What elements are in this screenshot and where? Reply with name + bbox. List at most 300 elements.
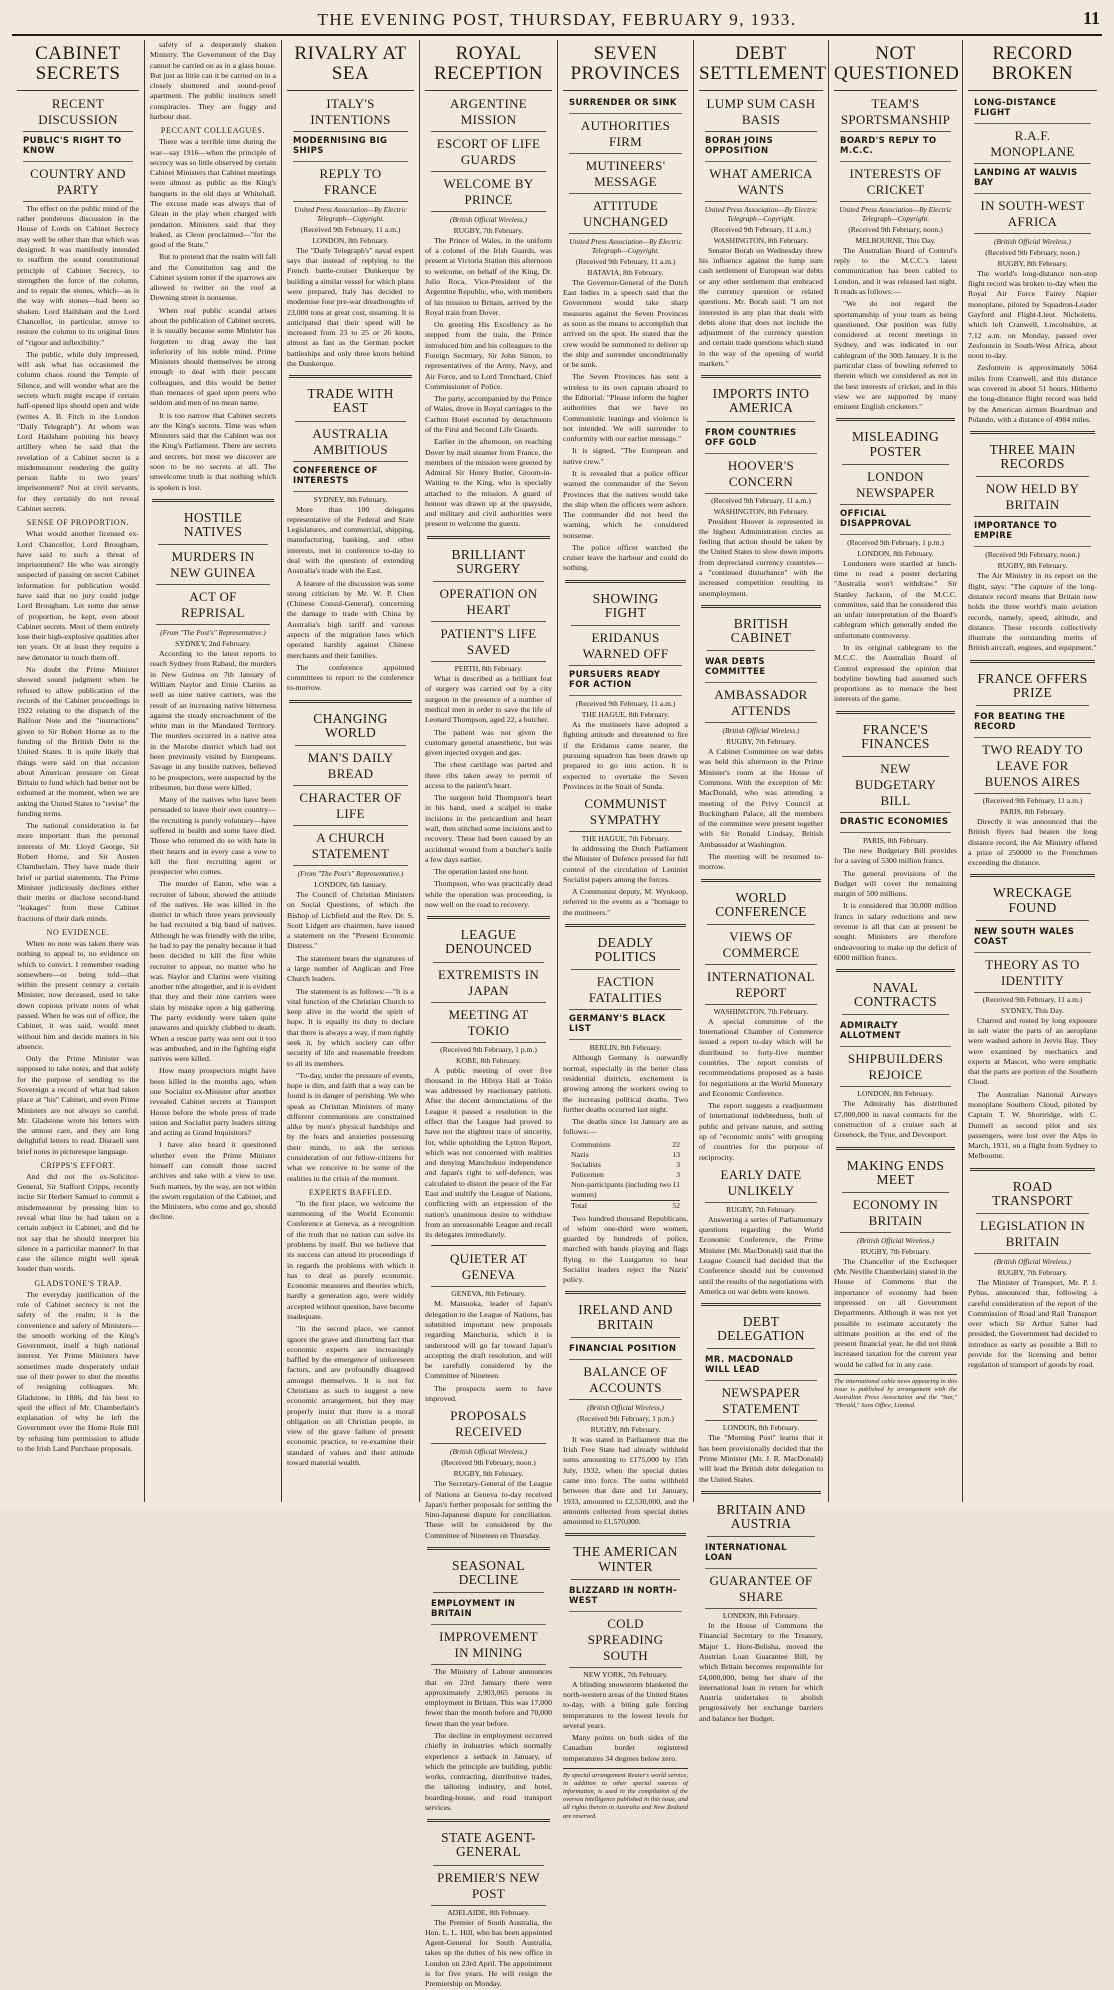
paragraph: It is too narrow that Cabinet secrets are the King's secrets. Time was when Ministers said that the Cabinet was not the King's Parliament. There are secrets and secrets, but most we discover are soon to be no secrets at all. The unwelcome truth is that nothing which is spoken is lost. xyxy=(150,410,276,492)
article-headline: BRILLIANT SURGERY xyxy=(433,545,544,582)
article-headline: SHOWING FIGHT xyxy=(571,589,680,626)
row-value: 13 xyxy=(672,1149,680,1159)
paragraph: The Australian National Airways monoplane Southern Cloud, piloted by Captain T. W. Shortridge, with C. Dunnell as second pilot and six passengers, were lost over the Alps in March, 1931, on a flight from Sydney to Melbourne. xyxy=(968,1089,1097,1161)
table-row xyxy=(571,1160,680,1170)
subheadline: BORAH JOINS OPPOSITION xyxy=(705,134,817,162)
article-headline: RECORD BROKEN xyxy=(968,42,1097,91)
paragraph: The effect on the public mind of the rather ponderous discussion in the House of Lords on Cabinet Secrecy may well be other than that which was designed. It was manifestly intended to reaffirm the sound constitutional principle of Cabinet Secrecy, to strengthen the force of the column, and to repair the stones, which—as is the way with stones—had been so shaken. Lord Hailsham and the Lord Chancellor, in particular, strove to restore the column to its original lines of "rigour and inflexibility." xyxy=(17,203,139,347)
row-value: 22 xyxy=(672,1139,680,1149)
article-divider xyxy=(970,660,1095,663)
source-line: (British Official Wireless.) xyxy=(857,1235,934,1245)
subheadline: AUSTRALIA AMBITIOUS xyxy=(293,426,408,462)
paragraph: No doubt the Prime Minister showed sound judgment when he refused to allow publication of the records of the Cabinet proceedings in 1922 relating to the dispatch of the Balfour Note and the "instructions" given to Sir Robert Horne as to the funding of the British Debt to the United States. It is quite likely that things were said on that occasion about American pressure on Great Britain to fund which had better not be exhumed at the moment, when we are asking the United States to "revise" the funding terms. xyxy=(17,664,139,818)
paragraph: It is signed, "The European and native crew." xyxy=(563,446,688,466)
paragraph: When no note was taken there was nothing to appeal to, no evidence on which to convict. I remember reading somewhere—or being told—that within the present century a certain Minister, now deceased, used to take down copious private notes of what passed. When he was out of office, the Cabinet, it was said, would meet without him and decide matters in his absence. xyxy=(17,939,139,1051)
paragraph: Although Germany is outwardly normal, especially in the better class residential districts, excitement is growing among the workers owing to the increasing political deaths. Two further deaths occurred last night. xyxy=(563,1053,688,1114)
article-divider xyxy=(701,375,821,378)
article-headline: NAVAL CONTRACTS xyxy=(842,978,949,1015)
subheadline: WHAT AMERICA WANTS xyxy=(705,166,817,202)
column-7 xyxy=(829,40,962,1502)
article-headline: WORLD CONFERENCE xyxy=(707,888,815,925)
paragraph: A public meeting of over five thousand in the Hibiya Hall at Tokio was addressed by reactionary patriots. After the decent denunciations of the League it passed a resolution to the effect that the League had proved to have not the slightest trace of sincerity, for, while upholding the Lytton Report, which was not concerned with realities and denying Manchukuo independence and Japan's right to self-defence, was calculated to distort the peace of the Far East and stultify the League of Nations, conflicting with an expression of the nation's unanimous desire to withdraw from an unreasonable League and recall its delegates immediately. xyxy=(425,1065,552,1240)
dateline: LONDON, 8th February. xyxy=(312,235,389,245)
received-line: (Received 9th February, noon.) xyxy=(441,1458,536,1468)
subheadline: GERMANY'S BLACK LIST xyxy=(569,1012,682,1040)
subheadline: MURDERS IN NEW GUINEA xyxy=(156,549,270,585)
deaths-table xyxy=(571,1140,680,1212)
subheadline: FINANCIAL POSITION xyxy=(569,1342,682,1360)
row-label: Socialists xyxy=(571,1159,601,1169)
subheadline: ESCORT OF LIFE GUARDS xyxy=(431,136,546,172)
received-line: (Received 9th February, 11 a.m.) xyxy=(982,994,1083,1004)
article-headline: CHANGING WORLD xyxy=(295,709,406,746)
section-heading: GLADSTONE'S TRAP. xyxy=(34,1278,122,1288)
article-headline: DEADLY POLITICS xyxy=(571,933,680,970)
article-headline: IMPORTS INTO AMERICA xyxy=(707,384,815,421)
article-headline: HOSTILE NATIVES xyxy=(158,508,268,545)
received-line: (Received 9th February, 11 a.m.) xyxy=(300,224,401,234)
subheadline: ACT OF REPRISAL xyxy=(156,589,270,625)
section-heading: PECCANT COLLEAGUES. xyxy=(160,126,266,136)
subheadline: ERIDANUS WARNED OFF xyxy=(569,630,682,666)
subheadline: EARLY DATE UNLIKELY xyxy=(705,1167,817,1203)
paragraph: The Ministry of Labour announces that on 23rd January there were approximately 2,903,065 persons in employment in Britain. This was 17,000 fewer than the month before and 70,000 fewer than the year before. xyxy=(425,1667,552,1728)
paragraph: It is revealed that a police officer warned the commander of the Seven Provinces that the natives would take the ship when the officers were ashore. The commander did not heed the warning, which he considered nonsense. xyxy=(563,468,688,540)
source-line: (British Official Wireless.) xyxy=(450,1447,527,1457)
column-1 xyxy=(12,40,144,1502)
column-3 xyxy=(282,40,419,1502)
dateline: BATAVIA, 8th February. xyxy=(587,267,664,277)
article-divider xyxy=(701,1491,821,1494)
received-line: (Received 9th February, noon.) xyxy=(848,224,943,234)
paragraph: The decline in employment occurred chiefly in industries which normally experience a setback in January, of which the principle are building, public works, contracting, distributive trades, the tailoring industry, and hotel, boarding-house, and road transport services. xyxy=(425,1730,552,1812)
paragraph: More than 100 delegates representative of the Federal and State Legislatures, and commercial, shipping, manufacturing, banking, and other interests, met in conference to-day to deal with the question of extending Australia's trade with the East. xyxy=(287,504,414,576)
article-headline: BRITISH CABINET xyxy=(707,614,815,651)
subheadline: INTERESTS OF CRICKET xyxy=(840,166,951,202)
subheadline: A CHURCH STATEMENT xyxy=(293,830,408,866)
article-divider xyxy=(970,1168,1095,1171)
subheadline: BALANCE OF ACCOUNTS xyxy=(569,1364,682,1400)
subheadline: MEETING AT TOKIO xyxy=(431,1007,546,1043)
row-label: Total xyxy=(571,1201,587,1211)
dateline: RUGBY, 7th February. xyxy=(860,1246,931,1256)
paragraph: The chest cartilage was parted and three ribs taken away to permit of access to the patient's heart. xyxy=(425,760,552,790)
article-divider xyxy=(427,1547,550,1550)
paragraph: The Governor-General of the Dutch East Indies in a speech said that the Government would take sharp measures against the Seven Provinces as soon as the means to accomplish that arrived on the spot. He stated that the crew would be summoned to deliver up the ship and surrender unconditionally or be sunk. xyxy=(563,277,688,370)
article-divider xyxy=(152,499,274,502)
subheadline: BLIZZARD IN NORTH-WEST xyxy=(569,1584,682,1612)
dateline: MELBOURNE, This Day. xyxy=(855,235,936,245)
dateline: PARIS, 8th February. xyxy=(999,807,1066,817)
article-headline: DEBT DELEGATION xyxy=(707,1312,815,1349)
source-line: (British Official Wireless.) xyxy=(587,1402,664,1412)
subheadline: LONG-DISTANCE FLIGHT xyxy=(974,96,1091,124)
subheadline: PATIENT'S LIFE SAVED xyxy=(431,626,546,662)
paragraph: It is considered that 30,000 million francs in salary reductions and new revenue is all that can at present be sought. Ministers are therefore endeavouring to make up the deficit of 6000 million francs. xyxy=(834,901,957,962)
paragraph: The murder of Eaton, who was a recruiter of labour, showed the attitude of the natives. He was killed in the district in which three years previously he had recruited a big band of natives. Although he was friendly with the tribe, he had to pay the penalty because it had been decided to kill the first white recruiter to appear, no matter who he was. Naylor and Clarins were visiting another tribe altogether, and it is evident that they and their nine carriers were slain by mistake upon a big gathering. The party evidently were taken quite unawares and quickly clubbed to death. When a rescue party was sent out it too was ambushed, and in the fighting eight natives were killed. xyxy=(150,879,276,1064)
article-divider xyxy=(701,605,821,608)
row-label: Nazis xyxy=(571,1149,589,1159)
subheadline: FOR BEATING THE RECORD xyxy=(974,710,1091,738)
article-divider xyxy=(970,431,1095,434)
subheadline: OFFICIAL DISAPPROVAL xyxy=(840,507,951,535)
subheadline: NEW BUDGETARY BILL xyxy=(840,761,951,813)
subheadline: SHIPBUILDERS REJOICE xyxy=(840,1051,951,1087)
paragraph: The patient was not given the customary general anaesthetic, but was given injected oxygen and gas. xyxy=(425,727,552,758)
dateline: LONDON, 6th January. xyxy=(314,880,387,889)
paragraph: "To-day, under the pressure of events, hope is dim, and faith that a way can be found is in danger of perishing. We who speak as Christian Ministers of many different communions are constrained alike by men's physical hardships and by the fears and anxieties possessing their minds, to ask the serious consideration of our fellow-citizens for what we conceive to be some of the realities in the crisis of the moment. xyxy=(287,1070,414,1183)
article-divider xyxy=(289,375,412,378)
table-row xyxy=(571,1140,680,1150)
article-divider xyxy=(565,1291,686,1294)
paragraph: In its original cablegram to the M.C.C. the Australian Board of Control expressed the opinion that bodyline bowling had assumed such proportions as to menace the best interests of the game. xyxy=(834,642,957,704)
column-6 xyxy=(694,40,828,1723)
footnote: By special arrangement Reuter's world service, in addition to other special sources of information, is used in the compilation of the oversea intelligence published in this issue, and all rights therein in Australia and New Zealand are reserved. xyxy=(563,1768,688,1821)
subheadline: BOARD'S REPLY TO M.C.C. xyxy=(840,134,951,162)
subheadline: COUNTRY AND PARTY xyxy=(23,166,133,202)
subheadline: IMPORTANCE TO EMPIRE xyxy=(974,519,1091,547)
dateline: LONDON, 8th February. xyxy=(722,1611,800,1621)
paragraph: In the House of Commons the Financial Secretary to the Treasury, Major L. Hore-Belisha, moved the Austrian Loan Guarantee Bill, by which Britain becomes responsible for £4,000,000, being her share of the international loan in return for which Austria undertakes to abolish progressively her exchange barriers and balance her Budget. xyxy=(699,1621,823,1723)
paragraph: As the mutineers have adopted a fighting attitude and threatened to fire if the Eridanus came nearer, the pursuing squadron has been drawn up prepared to go into action. It is expected to overtake the Seven Provinces in the Strait of Sunda. xyxy=(563,720,688,791)
row-label: Non-participants (including two women) xyxy=(571,1180,672,1200)
paragraph: According to the latest reports to reach Sydney from Rabaul, the murders in New Guinea on 7th January of William Naylor and Ernie Clarins as well as nine native carriers, was the result of an increasing native bitterness against the steady encroachment of the white man in the Mandated Territory. The murders occurred in a native area in the Morobe district which had not been previously visited by Europeans. Savage in any hostile natives, believed to be prospectors, were suspected by the tribesmen, but these were killed. xyxy=(150,649,276,792)
paragraph: The everyday justification of the rule of Cabinet secrecy is not the safety of the realm; it is the convenience and safety of Ministers—the smooth working of the King's Government, itself a high national interest. Yet Prime Ministers have sometimes made desperately unfair use of their power to shut the mouths of resigning colleagues. Mr. Gladstone, in 1886, did his best to spoil the effect of Mr. Chamberlain's explanation of why he left the Government over the Home Rule Bill by refusing him permission to allude to the Irish Land Purchase proposals. xyxy=(17,1289,139,1453)
paragraph: A blinding snowstorm blanketed the north-western areas of the United States to-day, with a biting gale forcing temperatures to the lowest levels for several years. xyxy=(563,1679,688,1730)
article-headline: FRANCE'S FINANCES xyxy=(842,720,949,757)
article-divider xyxy=(427,1819,550,1822)
received-line: (Received 9th February, noon.) xyxy=(985,247,1080,257)
section-heading: SENSE OF PROPORTION. xyxy=(26,518,130,528)
paragraph: Thompson, who was practically dead while the operation was proceeding, is now well on the road to recovery. xyxy=(425,879,552,909)
row-label: Communists xyxy=(571,1139,611,1149)
paragraph: The Seven Provinces has sent a wireless to its own captain aboard to the Editorial: "Please inform the higher authorities that we have no Communistic leanings and violence is not intended. We will surrender to conformity with our earlier message." xyxy=(563,372,688,444)
paragraph: What would another licensed ex-Lord Chancellor, Lord Brougham, have said to such a threat of imprisonment? He who was strongly suspected of passing on secret Cabinet information for publication would have said that no jury could judge Lord Brougham. Let some due sense of proportion, be kept, even about Cabinet secrets. Most of them entirely lose their high-explosive qualities after ten years. Or at least they require a new detonator to touch them off. xyxy=(17,529,139,662)
subheadline: CHARACTER OF LIFE xyxy=(293,790,408,826)
subheadline: ITALY'S INTENTIONS xyxy=(293,96,408,132)
article-headline: CABINET SECRETS xyxy=(17,42,139,91)
page-number: 11 xyxy=(1082,8,1100,28)
paragraph: When real public scandal arises about the publication of Cabinet secrets, it is usually because some Minister has forgotten to drag away the last inferiority of his noble mind. Prime Ministers should themselves be strong enough to deal with their peccant colleagues, and this would be better than menaces of gaol upon peers who seldom and men of no mean name. xyxy=(150,305,276,408)
article-headline: NOT QUESTIONED xyxy=(834,42,957,91)
paragraph: M. Matsuoka, leader of Japan's delegation to the League of Nations, has submitted important new proposals regarding Manchuria, which it is understood will go far toward Japan's accepting the draft resolution, and will be carefully considered by the Committee of Nineteen. xyxy=(425,1299,552,1381)
section-heading: CRIPPS'S EFFORT. xyxy=(40,1160,116,1170)
subheadline: NEW SOUTH WALES COAST xyxy=(974,925,1091,953)
paragraph: The conference appointed committees to report to the conference to-morrow. xyxy=(287,662,414,693)
paragraph: The Australian Board of Control's reply to the M.C.C.'s latest communication has been cabled to London, and it was released last night. It reads as follows:— xyxy=(834,245,957,296)
source-line: (From "The Post's" Representative.) xyxy=(160,628,266,638)
article-headline: SEASONAL DECLINE xyxy=(433,1556,544,1593)
paragraph: The statement bears the signatures of a large number of Anglican and Free Church leaders. xyxy=(287,953,414,984)
dateline: NEW YORK, 7th February. xyxy=(583,1669,668,1679)
dateline: RUGBY, 8th February. xyxy=(997,258,1068,268)
paragraph: What is described as a brilliant feat of surgery was carried out by a city surgeon in the presence of a number of medical men in order to save the life of Leonard Thompson, aged 22, a butcher. xyxy=(425,674,552,725)
article-divider xyxy=(427,536,550,539)
paragraph: A Communist deputy, M. Wynkoop, referred to the events as a "homage to the mutineers." xyxy=(563,887,688,917)
dateline: RUGBY, 7th February. xyxy=(726,1204,796,1214)
subheadline: OPERATION ON HEART xyxy=(431,586,546,622)
article-divider xyxy=(565,924,686,927)
subheadline: AMBASSADOR ATTENDS xyxy=(705,687,817,723)
paragraph: I have also heard it questioned whether even the Prime Minister himself can consult those sacred archives and take with a view to use. Such matters, by the way, are not within the sworn regulation of the Cabinet, and the Ministers, who come and go, should decline. xyxy=(150,1140,276,1222)
paragraph: The statement is as follows:—"It is a vital function of the Christian Church to keep alive in the world the spirit of hope. It is equally its duty to declare that there is always a way, if men rightly seek it, by which society can offer security of life and reasonable freedom to all its members. xyxy=(287,986,414,1068)
received-line: (Received 9th February, 11 a.m.) xyxy=(575,699,676,709)
subheadline: LANDING AT WALVIS BAY xyxy=(974,166,1091,194)
dateline: RUGBY, 7th February. xyxy=(453,225,524,235)
subheadline: COMMUNIST SYMPATHY xyxy=(569,796,682,832)
paragraph: The operation lasted one hour. xyxy=(434,867,529,877)
source-line: (British Official Wireless.) xyxy=(994,1257,1071,1267)
received-line: (Received 9th February, 1 p.m.) xyxy=(847,537,944,547)
paragraph: safety of a desperately shaken Ministry. The Government of the Day cannot be carried on as in a glass house. But just as little can it be carried on in a closely shuttered and sound-proof apartment. The public instincts smell conspiracies. They are foggy and harbour dust. xyxy=(150,40,276,121)
subheadline: PREMIER'S NEW POST xyxy=(431,1870,546,1906)
dateline: WASHINGTON, 7th February. xyxy=(713,1006,809,1016)
subheadline: MUTINEERS' MESSAGE xyxy=(569,158,682,194)
received-line: (Received 9th February, 1 p.m.) xyxy=(577,1413,674,1423)
received-line: (Received 9th February, 11 a.m.) xyxy=(982,796,1083,806)
subheadline: HOOVER'S CONCERN xyxy=(705,458,817,494)
article-divider xyxy=(836,969,955,972)
subheadline: AUTHORITIES FIRM xyxy=(569,118,682,154)
section-heading: NO EVIDENCE. xyxy=(46,928,110,937)
subheadline: INTERNATIONAL REPORT xyxy=(705,969,817,1005)
subheadline: RECENT DISCUSSION xyxy=(23,96,133,132)
received-line: (Received 9th February, 11 a.m.) xyxy=(575,256,676,266)
article-headline: MISLEADING POSTER xyxy=(842,427,949,464)
subheadline: FROM COUNTRIES OFF GOLD xyxy=(705,426,817,454)
article-headline: SEVEN PROVINCES xyxy=(563,42,688,91)
subheadline: QUIETER AT GENEVA xyxy=(431,1251,546,1287)
received-line: (Received 9th February, noon.) xyxy=(985,550,1080,560)
source-line: (From "The Post's" Representative.) xyxy=(297,869,404,878)
subheadline: LUMP SUM CASH BASIS xyxy=(705,96,817,132)
paragraph: A Cabinet Committee on war debts was held this afternoon in the Prime Minister's room at the House of Commons. With the exception of Mr. MacDonald, who was attending a meeting of the Privy Council at Buckingham Palace, all the members of the committee were present together with Sir Ronald Lindsay, British Ambassador at Washington. xyxy=(699,747,823,849)
article-headline: ROYAL RECEPTION xyxy=(425,42,552,91)
subheadline: NOW HELD BY BRITAIN xyxy=(974,481,1091,517)
source-line: United Press Association—By Electric Telegraph—Copyright. xyxy=(839,204,952,223)
article-divider xyxy=(431,1245,546,1246)
paragraph: President Hoover is represented in the highest Administration circles as feeling that action should be taken by the United States to slow down imports from depreciated currency countries—a "continued disturbance" with the increased competition resulting in unemployment. xyxy=(699,516,823,598)
paragraph: The surgeon held Thompson's heart in his hand, used a scalpel to make incisions in the pericardium and heart wall, then stitched some incisions and to recovery. These had been caused by an accidental wound from a butcher's knife a few days earlier. xyxy=(425,793,552,864)
dateline: LONDON, 8th February. xyxy=(857,548,934,558)
article-headline: ROAD TRANSPORT xyxy=(976,1177,1089,1214)
paragraph: "We do not regard the sportsmanship of your team as being questioned. Our position was fully considered at recent meetings in Sydney, and was indicated in our cablegram of the 30th January. It is the particular class of bowling referred to therein which we considered as not in the best interests of cricket, and in this view we are supported by many eminent English cricketers." xyxy=(834,299,957,412)
article-headline: LEAGUE DENOUNCED xyxy=(433,925,544,962)
article-headline: THE AMERICAN WINTER xyxy=(571,1542,680,1579)
paragraph: Many points on both sides of the Canadian border registered temperatures 34 degrees below zero. xyxy=(563,1733,688,1763)
article-divider xyxy=(970,874,1095,877)
paragraph: Senator Borah on Wednesday threw his influence against the lump sum cash settlement of European war debts or any other settlement that embraced the currency question or related questions. Mr. Borah said: "I am not interested in any plan that deals with debts alone that does not include the adjustment of the currency question and certain trade questions which stand in the way of the opening of world markets." xyxy=(699,245,823,368)
subheadline: FACTION FATALITIES xyxy=(569,974,682,1010)
subheadline: MAN'S DAILY BREAD xyxy=(293,750,408,786)
subheadline: GUARANTEE OF SHARE xyxy=(705,1573,817,1609)
paragraph: The "Morning Post" learns that it has been provisionally decided that the Prime Minister (Mr. J. R. MacDonald) will lead the British debt delegation to the United States. xyxy=(699,1433,823,1484)
subheadline: LONDON NEWSPAPER xyxy=(840,469,951,505)
article-headline: TRADE WITH EAST xyxy=(295,384,406,421)
subheadline: ADMIRALTY ALLOTMENT xyxy=(840,1019,951,1047)
article-headline: THREE MAIN RECORDS xyxy=(976,440,1089,477)
paragraph: How many prospectors might have been killed in the months ago, when one Socialist ex-Minister after another revealed Cabinet secrets at Transport House before the whole press of trade union and Socialist party leaders sitting and acting as Grand Inquisitors? xyxy=(150,1066,276,1138)
row-label: Policemen xyxy=(571,1170,604,1179)
row-value: 3 xyxy=(676,1170,680,1179)
article-headline: STATE AGENT-GENERAL xyxy=(433,1828,544,1865)
paragraph: The national consideration is far more important than the personal interests of Mr. Lloyd George, Sir Robert Horne, and Sir Austen Chamberlain. They have made their brief or partial statements. The Prime Minister judiciously declines either their merits or disclose second-hand "leakages" from these Cabinet fractions of their dark minds. xyxy=(17,821,139,923)
article-headline: BRITAIN AND AUSTRIA xyxy=(707,1500,815,1537)
paragraph: Londoners were startled at lunch-time to read a poster declaring "Australia won't withdraw." Sir Stanley Jackson, of the M.C.C. committee, said that he considered this an unfair interpretation of the Board's cablegram which generally ended the unfortunate controversy. xyxy=(834,558,957,640)
paragraph: Earlier in the afternoon, on reaching Dover by mail steamer from France, the members of the mission were greeted by Admiral Sir Henry Butler, Groom-in-Waiting to the King, who is specially attached to the mission. A guard of honour was drawn up at the quayside, and military and civil authorities were present to welcome the guests. xyxy=(425,437,552,529)
received-line: (Received 9th February, 1 p.m.) xyxy=(440,1044,537,1054)
masthead xyxy=(12,4,1102,36)
paragraph: The Air Ministry in its report on the flight, says: "The capture of the long-distance record means that Britain now holds the three world's main aviation records, namely, speed, altitude, and distance. These records collectively illustrate the outstanding merits of British aircraft, engines, and equipment." xyxy=(968,571,1097,653)
subheadline: TEAM'S SPORTSMANSHIP xyxy=(840,96,951,132)
section-heading: EXPERTS BAFFLED. xyxy=(308,1187,393,1197)
dateline: GENEVA, 8th February. xyxy=(451,1289,526,1299)
dateline: SYDNEY, This Day. xyxy=(1001,1005,1064,1015)
article-divider xyxy=(701,879,821,882)
subheadline: VIEWS OF COMMERCE xyxy=(705,929,817,965)
paragraph: The Council of Christian Ministers on Social Questions, of which the Bishop of Lichfield and the Rev. Dr. S. Scott Lidgett are chairmen, have issued a statement on the "Present Economic Distress." xyxy=(287,890,414,951)
dateline: SYDNEY, 2nd February. xyxy=(175,639,251,649)
paragraph: "In the first place, we welcome the summoning of the World Economic Conference at Geneva, as a recognition of the truth that no nation can solve its problems by itself. But we believe that its success can attend its proceedings if in regards the problems with which it has to deal as purely economic. Economic measures and theories which, hardly a generation ago, were widely accepted without question, have become inadequate. xyxy=(287,1198,414,1321)
subheadline: NEWSPAPER STATEMENT xyxy=(705,1385,817,1421)
subheadline: DRASTIC ECONOMIES xyxy=(840,815,951,833)
dateline: LONDON, 8th February. xyxy=(722,1423,800,1433)
footnote: The international cable news appearing in this issue is published by arrangement with the Australian Press Association and the "Sun," "Herald," Sans Office, Limited. xyxy=(834,1374,957,1411)
paragraph: Two hundred thousand Republicans, of whom one-third were women, guarded by hundreds of police, marched with bands playing and flags flying to the Lustgarten to hear Socialist leaders reject the Nazis' policy. xyxy=(563,1213,688,1285)
article-divider xyxy=(836,1147,955,1150)
article-divider xyxy=(427,916,550,919)
column-2 xyxy=(145,40,281,1502)
source-line: United Press Association—By Electric Telegraph—Copyright. xyxy=(569,236,682,255)
column-8 xyxy=(963,40,1102,1502)
table-row xyxy=(571,1150,680,1160)
column-4 xyxy=(420,40,557,1989)
subheadline: MR. MACDONALD WILL LEAD xyxy=(705,1353,817,1381)
paragraph: The police officer watched the cruiser leave the harbour and could do nothing. xyxy=(563,542,688,573)
subheadline: REPLY TO FRANCE xyxy=(293,166,408,202)
table-row xyxy=(571,1170,680,1180)
paragraph: The deaths since 1st January are as follows:— xyxy=(563,1117,688,1137)
article-headline: RIVALRY AT SEA xyxy=(287,42,414,91)
source-line: (British Official Wireless.) xyxy=(450,214,527,224)
paragraph: A feature of the discussion was some strong criticism by Mr. W. P. Chen (Chinese Consul-General), concerning the damage to trade with China by Australia's high tariff and various aspects of the migration laws which operated harshly against Chinese merchants and their families. xyxy=(287,578,414,660)
paragraph: The Chancellor of the Exchequer (Mr. Neville Chamberlain) stated in the House of Commons that the importance of economy had been impressed on all Government Departments. Although it was not yet possible to estimate accurately the ultimate position at the end of the present financial year, he did not think increased taxation for the current year would be called for in any case. xyxy=(834,1256,957,1369)
subheadline: WAR DEBTS COMMITTEE xyxy=(705,655,817,683)
paragraph: The Secretary-General of the League of Nations at Geneva to-day received Japan's further proposals for settling the Sino-Japanese dispute for conciliation. These will be considered by the Committee of Nineteen on Thursday. xyxy=(425,1479,552,1540)
subheadline: EXTREMISTS IN JAPAN xyxy=(431,967,546,1003)
paragraph: The report suggests a readjustment of international indebtedness, both of public and private nature, and setting up of "economic units" with grouping of countries for the purpose of reciprocity. xyxy=(699,1101,823,1162)
subheadline: WELCOME BY PRINCE xyxy=(431,176,546,212)
subheadline: ATTITUDE UNCHANGED xyxy=(569,198,682,234)
table-row xyxy=(571,1180,680,1200)
subheadline: INTERNATIONAL LOAN xyxy=(705,1541,817,1569)
paragraph: Directly it was announced that the British flyers had beaten the long distance record, the Air Ministry offered a prize of 250000 to the Frenchmen exceeding the distance. xyxy=(968,817,1097,868)
paragraph: On greeting His Excellency as he stepped from the train, the Prince introduced him and his colleagues to the Foreign Secretary, Sir John Simon, to representatives of the Army, Navy, and Air Force, and to Lord Trenchard, Chief Commissioner of Police. xyxy=(425,320,552,391)
dateline: PARIS, 8th February. xyxy=(862,836,929,845)
subheadline: THEORY AS TO IDENTITY xyxy=(974,957,1091,993)
dateline: BERLIN, 8th February. xyxy=(589,1043,662,1053)
source-line: United Press Association—By Electric Telegraph—Copyright. xyxy=(294,204,407,223)
masthead-title: THE EVENING POST, THURSDAY, FEBRUARY 9, 1933. xyxy=(317,10,797,29)
subheadline: EMPLOYMENT IN BRITAIN xyxy=(431,1597,546,1625)
row-value: 3 xyxy=(676,1159,680,1169)
dateline: PERTH, 8th February. xyxy=(454,664,523,674)
paragraph: And did not the ex-Solicitor-General, Sir Stafford Cripps, recently incite Sir Herbert Samuel to commit a misdemeanour by pressing him to reveal what line he had taken on a certain subject in Cabinet, and did he not say that he should interpret his silence in a particular manner? In that case the silence might well speak louder than words. xyxy=(17,1171,139,1274)
subheadline: TWO READY TO LEAVE FOR BUENOS AIRES xyxy=(974,742,1091,794)
table-row-total xyxy=(571,1200,680,1211)
article-divider xyxy=(289,700,412,703)
column-5 xyxy=(558,40,693,1820)
source-line: (British Official Wireless.) xyxy=(722,726,800,736)
subheadline: PROPOSALS RECEIVED xyxy=(431,1408,546,1444)
paragraph: The Prince of Wales, in the uniform of a colonel of the Irish Guards, was present at Victoria Station this afternoon to welcome, on behalf of the King, Dr. Julio Roca, Vice-President of the Argentine Republic, who, with members of his mission to Britain, arrived by the Royal train from Dover. xyxy=(425,235,552,317)
dateline: RUGBY, 8th February. xyxy=(453,1469,524,1479)
dateline: KOBE, 8th February. xyxy=(456,1055,521,1065)
article-headline: FRANCE OFFERS PRIZE xyxy=(976,669,1089,706)
subheadline: R.A.F. MONOPLANE xyxy=(974,128,1091,164)
article-divider xyxy=(565,580,686,583)
dateline: THE HAGUE, 8th February. xyxy=(581,710,670,720)
subheadline: SURRENDER OR SINK xyxy=(569,96,682,114)
dateline: LONDON, 8th February. xyxy=(857,1089,934,1099)
paragraph: In addressing the Dutch Parliament the Minister of Defence pressed for full control of the circulation of Leninist Socialist papers among the forces. xyxy=(563,844,688,884)
row-value: 52 xyxy=(672,1201,680,1211)
subheadline: ECONOMY IN BRITAIN xyxy=(840,1197,951,1233)
dateline: SYDNEY, 8th February. xyxy=(313,494,388,504)
article-divider xyxy=(836,711,955,714)
article-headline: IRELAND AND BRITAIN xyxy=(571,1300,680,1337)
subheadline: LEGISLATION IN BRITAIN xyxy=(974,1218,1091,1254)
article-headline: MAKING ENDS MEET xyxy=(842,1156,949,1193)
dateline: WASHINGTON, 8th February. xyxy=(713,235,809,245)
paragraph: A special committee of the International Chamber of Commerce issued a report to-day which will be distributed to forty-five member countries. The report consists of recommendations proposed as a basis for negotiations at the World Monetary and Economic Conference. xyxy=(699,1016,823,1098)
source-line: United Press Association—By Electric Telegraph—Copyright. xyxy=(704,204,818,223)
paragraph: Charred and rusted by long exposure in salt water the parts of an aeroplane were washed ashore in Jervis Bay. They were examined by mechanics and experts at Mascot, who were emphatic that the parts are portion of the Southern Cloud. xyxy=(968,1015,1097,1087)
article-divider xyxy=(565,1533,686,1536)
subheadline: IN SOUTH-WEST AFRICA xyxy=(974,198,1091,234)
paragraph: The "Daily Telegraph's" naval expert says that instead of replying to the French battle-cruiser Dunkerque by building a similar vessel for which plans were prepared, Italy has decided to modernise four pre-war dreadnoughts of 23,000 tons at great cost, steaming. It is anticipated that their speed will be increased from 23 to 25 or 26 knots, almost as fast as the German pocket battleships and only three knots behind the Dunkerque. xyxy=(287,245,414,368)
paragraph: The new Budgetary Bill provides for a saving of 5300 million francs. xyxy=(834,846,957,866)
paragraph: Answering a series of Parliamentary questions regarding the World Economic Conference, the Prime Minister (Mr. MacDonald) said that the League Council had decided that the Conference should not be convened until the results of the negotiations with America on war debts were known. xyxy=(699,1214,823,1296)
source-line: (British Official Wireless.) xyxy=(994,236,1071,246)
paragraph: The meeting will be resumed to-morrow. xyxy=(699,852,823,872)
subheadline: IMPROVEMENT IN MINING xyxy=(431,1629,546,1665)
subheadline: CONFERENCE OF INTERESTS xyxy=(293,464,408,492)
paragraph: The world's long-distance non-stop flight record was broken to-day when the Royal Air Force Fairey Napier monoplane, piloted by Squadron-Leader Gayford and Flight-Lieut. Nicholetts, which left Cranwell, Lincolnshire, at 7.12 a.m. on Monday, passed over Zesfontein in South-West Africa, about noon to-day. xyxy=(968,268,1097,361)
article-headline: WRECKAGE FOUND xyxy=(976,883,1089,920)
paragraph: But to pretend that the realm will fall and the Constitution sag and the Cabinet system totter if the sparrows are allowed to twitter on the roof at Downing street is nonsense. xyxy=(150,252,277,303)
subheadline: PUBLIC'S RIGHT TO KNOW xyxy=(23,134,133,162)
subheadline: ARGENTINE MISSION xyxy=(431,96,546,132)
paragraph: "In the second place, we cannot ignore the grave and disturbing fact that economic experts are increasingly baffled by the emergence of unforeseen factors, and are profoundly disagreed amongst themselves. It is not for Christians as such to suggest a new economic arrangement, but they may properly insist that there is a moral obligation on all Christian people, in view of the grave failure of present economic practice, to re-examine their standard of values and their attitude toward material wealth. xyxy=(287,1324,414,1467)
dateline: RUGBY, 7th February. xyxy=(726,737,796,747)
received-line: (Received 9th February, 11 a.m.) xyxy=(711,495,811,505)
article-headline: DEBT SETTLEMENT xyxy=(699,42,823,91)
received-line: (Received 9th February, 11 a.m.) xyxy=(711,224,811,234)
dateline: WASHINGTON, 8th February. xyxy=(713,506,809,516)
paragraph: The prospects seem to have improved. xyxy=(425,1383,552,1403)
paragraph: The Minister of Transport, Mr. P. J. Pybus, announced that, following a careful consideration of the report of the Commission of Road and Rail Transport over which Sir Arthur Salter had presided, the Government had decided to introduce as early as possible a Bill to provide for the licensing and better regulation of transport of goods by road. xyxy=(968,1278,1097,1370)
dateline: ADELAIDE, 8th February. xyxy=(447,1907,530,1917)
paragraph: Many of the natives who have been persuaded to leave their own country—the recruiting is purely voluntary—have suffered in health and some have died. Those who returned do so with hate in their hearts and in every case a vow to kill the first recruiting agent or prospector who comes. xyxy=(150,795,276,877)
paragraph: The Premier of South Australia, the Hon. L. L. Hill, who has been appointed Agent-General for South Australia, takes up the duties of his new office in London on 23rd April. The appointment is for five years. He will resign the Premiership on Monday. xyxy=(425,1917,552,1989)
subheadline: COLD SPREADING SOUTH xyxy=(569,1616,682,1668)
paragraph: There was a terrible time during the war—say 1916—when the principle of secrecy was so little observed by certain Cabinet Ministers that Cabinet meetings were almost as public as the King's banquets in the old days at Whitehall. The excuse made was always that of Glean in the play when charged with pendation. Ministers said that they leaked, as Cleon proclaimed—"for the good of the State." xyxy=(150,137,276,250)
dateline: RUGBY, 8th February. xyxy=(590,1424,661,1434)
subheadline: MODERNISING BIG SHIPS xyxy=(293,134,408,162)
dateline: RUGBY, 8th February. xyxy=(997,561,1068,571)
paragraph: The party, accompanied by the Prince of Wales, drove in Royal carriages to the Carlton Hotel escorted by detachments of the First and Second Life Guards. xyxy=(425,394,552,434)
